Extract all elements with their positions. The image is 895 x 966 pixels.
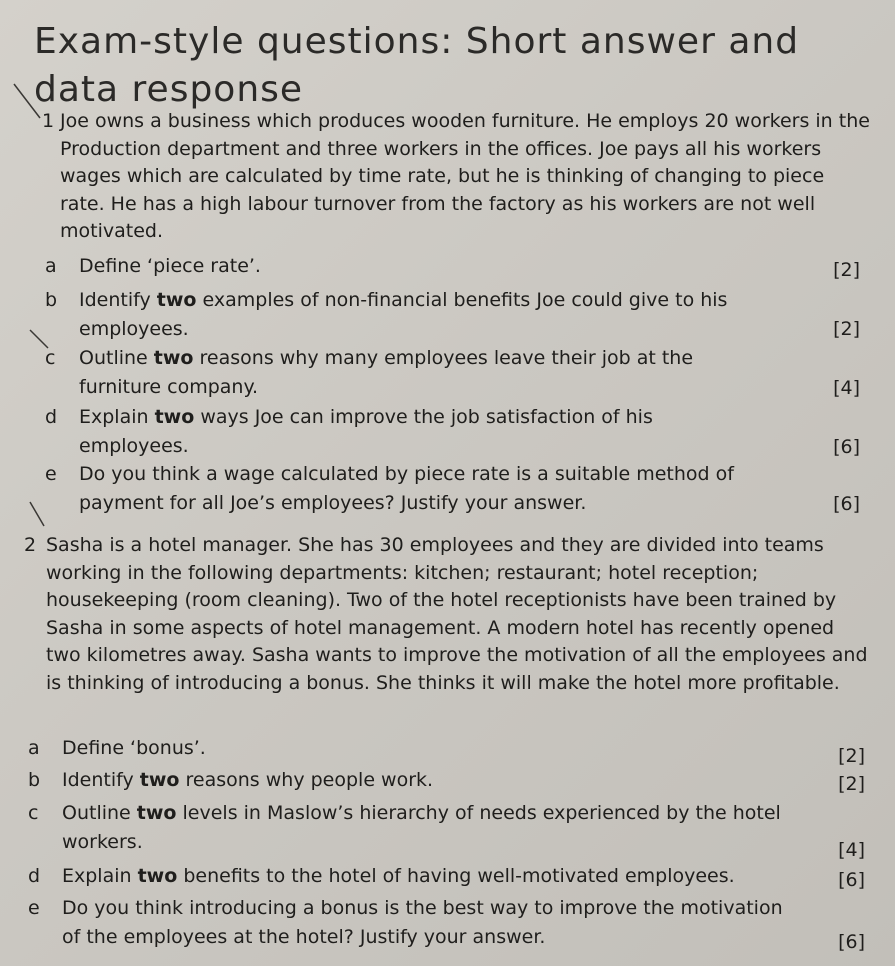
part-text-pre: Explain <box>62 865 138 887</box>
question-1-part-d-mark: [6] <box>833 436 860 458</box>
part-letter: e <box>45 463 57 485</box>
part-text-pre: Identify <box>62 769 140 791</box>
question-2-part-c-mark: [4] <box>838 839 865 861</box>
part-text-bold: two <box>136 802 177 824</box>
part-text-pre: Identify <box>79 289 157 311</box>
part-text-bold: two <box>156 289 197 311</box>
part-letter: a <box>28 737 40 759</box>
question-2-part-e-mark: [6] <box>838 931 865 953</box>
part-text-post: benefits to the hotel of having well-motivated employees. <box>177 865 735 887</box>
part-letter: c <box>45 347 56 369</box>
part-text-bold: two <box>154 406 195 428</box>
part-text-bold: two <box>137 865 178 887</box>
part-text-post: examples of non-financial benefits Joe could give to his employees. <box>79 289 728 340</box>
part-text-pre: Define ‘piece rate’. <box>79 255 261 277</box>
question-2-part-a-mark: [2] <box>838 745 865 767</box>
question-1-part-a-mark: [2] <box>833 259 860 281</box>
part-text-bold: two <box>139 769 180 791</box>
part-letter: a <box>45 255 57 277</box>
part-text-post: levels in Maslow’s hierarchy of needs experienced by the hotel workers. <box>62 802 781 853</box>
pen-mark-1 <box>14 84 40 118</box>
part-text-post: ways Joe can improve the job satisfaction of his employees. <box>79 406 653 457</box>
pen-mark-2 <box>30 330 48 348</box>
question-2-part-b-mark: [2] <box>838 773 865 795</box>
part-text-pre: Do you think a wage calculated by piece rate is a suitable method of payment for all Joe’s employees? Justify your answer. <box>79 463 734 514</box>
question-1-part-e-mark: [6] <box>833 493 860 515</box>
pen-mark-3 <box>30 502 44 526</box>
part-text-bold: two <box>153 347 194 369</box>
part-letter: b <box>45 289 58 311</box>
question-1-part-b-mark: [2] <box>833 318 860 340</box>
question-1-part-c-mark: [4] <box>833 377 860 399</box>
part-letter: d <box>28 865 41 887</box>
question-2-intro: Sasha is a hotel manager. She has 30 employees and they are divided into teams working in the following departments: kitchen; restaurant; hotel reception; housekeeping (room cleaning). Two of the hotel receptionists have been trained by Sasha in some aspects of hotel management. A modern hotel has recently opened two kilometres away. Sasha wants to improve the motivation of all the employees and is thinking of introducing a bonus. She thinks it will make the hotel more profitable. <box>46 534 868 694</box>
part-text-post: reasons why people work. <box>179 769 434 791</box>
question-2-number: 2 <box>24 534 37 556</box>
part-text-pre: Outline <box>62 802 137 824</box>
question-2-part-d-mark: [6] <box>838 869 865 891</box>
part-letter: c <box>28 802 39 824</box>
part-text-pre: Explain <box>79 406 155 428</box>
part-text-pre: Do you think introducing a bonus is the best way to improve the motivation of the employees at the hotel? Justify your answer. <box>62 897 783 948</box>
part-text-pre: Outline <box>79 347 154 369</box>
part-letter: e <box>28 897 40 919</box>
question-1-intro: Joe owns a business which produces wooden furniture. He employs 20 workers in the Production department and three workers in the offices. Joe pays all his workers wages which are calculated by time rate, but he is thinking of changing to piece rate. He has a high labour turnover from the factory as his workers are not well motivated. <box>60 110 870 242</box>
page-heading: Exam-style questions: Short answer and data response <box>34 21 800 110</box>
part-text-pre: Define ‘bonus’. <box>62 737 206 759</box>
part-text-post: reasons why many employees leave their job at the furniture company. <box>79 347 694 398</box>
question-1-number: 1 <box>42 110 55 132</box>
part-letter: d <box>45 406 58 428</box>
part-letter: b <box>28 769 41 791</box>
